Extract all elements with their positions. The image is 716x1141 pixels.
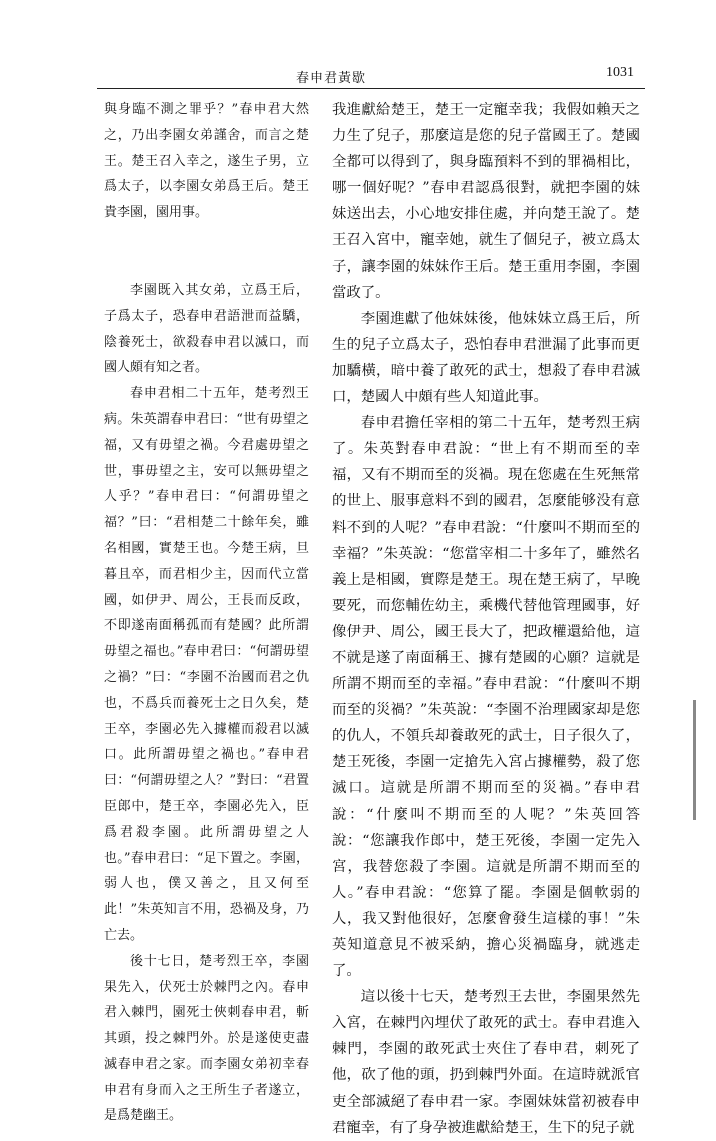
original-paragraph-2: 李園既入其女弟，立爲王后，子爲太子，恐春申君語泄而益驕，陰養死士，欲殺春申君以滅口，而國人頗有知之者。 bbox=[104, 282, 309, 376]
page-number: 1031 bbox=[606, 65, 634, 80]
translation-column bbox=[332, 97, 640, 1141]
header-rule bbox=[97, 88, 645, 89]
page-header bbox=[100, 64, 640, 84]
original-paragraph-1: 與身臨不測之罪乎？”春申君大然之，乃出李園女弟謹舍，而言之楚王。楚王召入幸之，遂生子男，立爲太子，以李園女弟爲王后。楚王貴李園，園用事。 bbox=[104, 102, 309, 221]
original-paragraph-4: 後十七日，楚考烈王卒，李園果先入，伏死士於棘門之內。春申君入棘門，園死士俠刺春申君，斬其頭，投之棘門外。於是遂使吏盡滅春申君之家。而李園女弟初幸春申君有身而入之王所生子者遂立，是爲楚幽王。 bbox=[104, 953, 309, 1124]
translation-paragraph-2: 李園進獻了他妹妹後，他妹妹立爲王后，所生的兒子立爲太子，恐怕春申君泄漏了此事而更加驕橫，暗中養了敢死的武士，想殺了春申君滅口，楚國人中頗有些人知道此事。 bbox=[332, 310, 640, 406]
running-title: 春申君黃歇 bbox=[296, 71, 367, 86]
original-text-column bbox=[104, 97, 309, 1129]
translation-paragraph-1: 我進獻給楚王，楚王一定寵幸我；我假如賴天之力生了兒子，那麼這是您的兒子當國王了。楚國全都可以得到了，與身臨預料不到的罪禍相比，哪一個好呢？”春申君認爲很對，就把李園的妹妹送出去，小心地安排住處，并向楚王說了。楚王召入宮中，寵幸她，就生了個兒子，被立爲太子，讓李園的妹妹作王后。楚王重用李園，李園當政了。 bbox=[332, 102, 640, 301]
original-paragraph-3: 春申君相二十五年，楚考烈王病。朱英謂春申君曰：“世有毋望之福，又有毋望之禍。今君處毋望之世，事毋望之主，安可以無毋望之人乎？”春申君曰：“何謂毋望之福？”曰：“君相楚二十餘年矣，雖名相國，實楚王也。今楚王病，旦暮且卒，而君相少主，因而代立當國，如伊尹、周公，王長而反政，不即遂南面稱孤而有楚國？此所謂毋望之福也。”春申君曰：“何謂毋望之禍？”曰：“李園不治國而君之仇也，不爲兵而養死士之日久矣，楚王卒，李園必先入據權而殺君以滅口。此所謂毋望之禍也。”春申君曰：“何謂毋望之人？”對曰：“君置臣郎中，楚王卒，李園必先入，臣爲君殺李園。此所謂毋望之人也。”春申君曰：“足下置之。李園，弱人也，僕又善之，且又何至此！”朱英知言不用，恐禍及身，乃亡去。 bbox=[104, 386, 309, 943]
translation-paragraph-3: 春申君擔任宰相的第二十五年，楚考烈王病了。朱英對春申君說：“世上有不期而至的幸福，又有不期而至的災禍。現在您處在生死無常的世上、服事意料不到的國君，怎麼能够没有意料不到的人呢？”春申君說：“什麼叫不期而至的幸福？”朱英說：“您當宰相二十多年了，雖然名義上是相國，實際是楚王。現在楚王病了，早晚要死，而您輔佐幼主，乘機代替他管理國事，好像伊尹、周公，國王長大了，把政權還給他，這不就是遂了南面稱王、據有楚國的心願？這就是所謂不期而至的幸福。”春申君說：“什麼叫不期而至的災禍？”朱英說：“李園不治理國家却是您的仇人，不領兵却養敢死的武士，日子很久了，楚王死後，李園一定搶先入宮占據權勢，殺了您滅口。這就是所謂不期而至的災禍。”春申君說：“什麼叫不期而至的人呢？”朱英回答說：“您讓我作郎中，楚王死後，李園一定先入宮，我替您殺了李園。這就是所謂不期而至的人。”春申君說：“您算了罷。李園是個軟弱的人，我又對他很好，怎麼會發生這樣的事！”朱英知道意見不被采納，擔心災禍臨身，就逃走了。 bbox=[332, 415, 640, 980]
translation-paragraph-4: 這以後十七天，楚考烈王去世，李園果然先入宮，在棘門內埋伏了敢死的武士。春申君進入棘門，李園的敢死武士夾住了春申君，刺死了他，砍了他的頭，扔到棘門外面。在這時就派官吏全部滅絕了春申君一家。李園妹妹當初被春申君寵幸，有了身孕被進獻給楚王，生下的兒子就 bbox=[332, 989, 640, 1136]
scan-artifact bbox=[693, 700, 696, 820]
